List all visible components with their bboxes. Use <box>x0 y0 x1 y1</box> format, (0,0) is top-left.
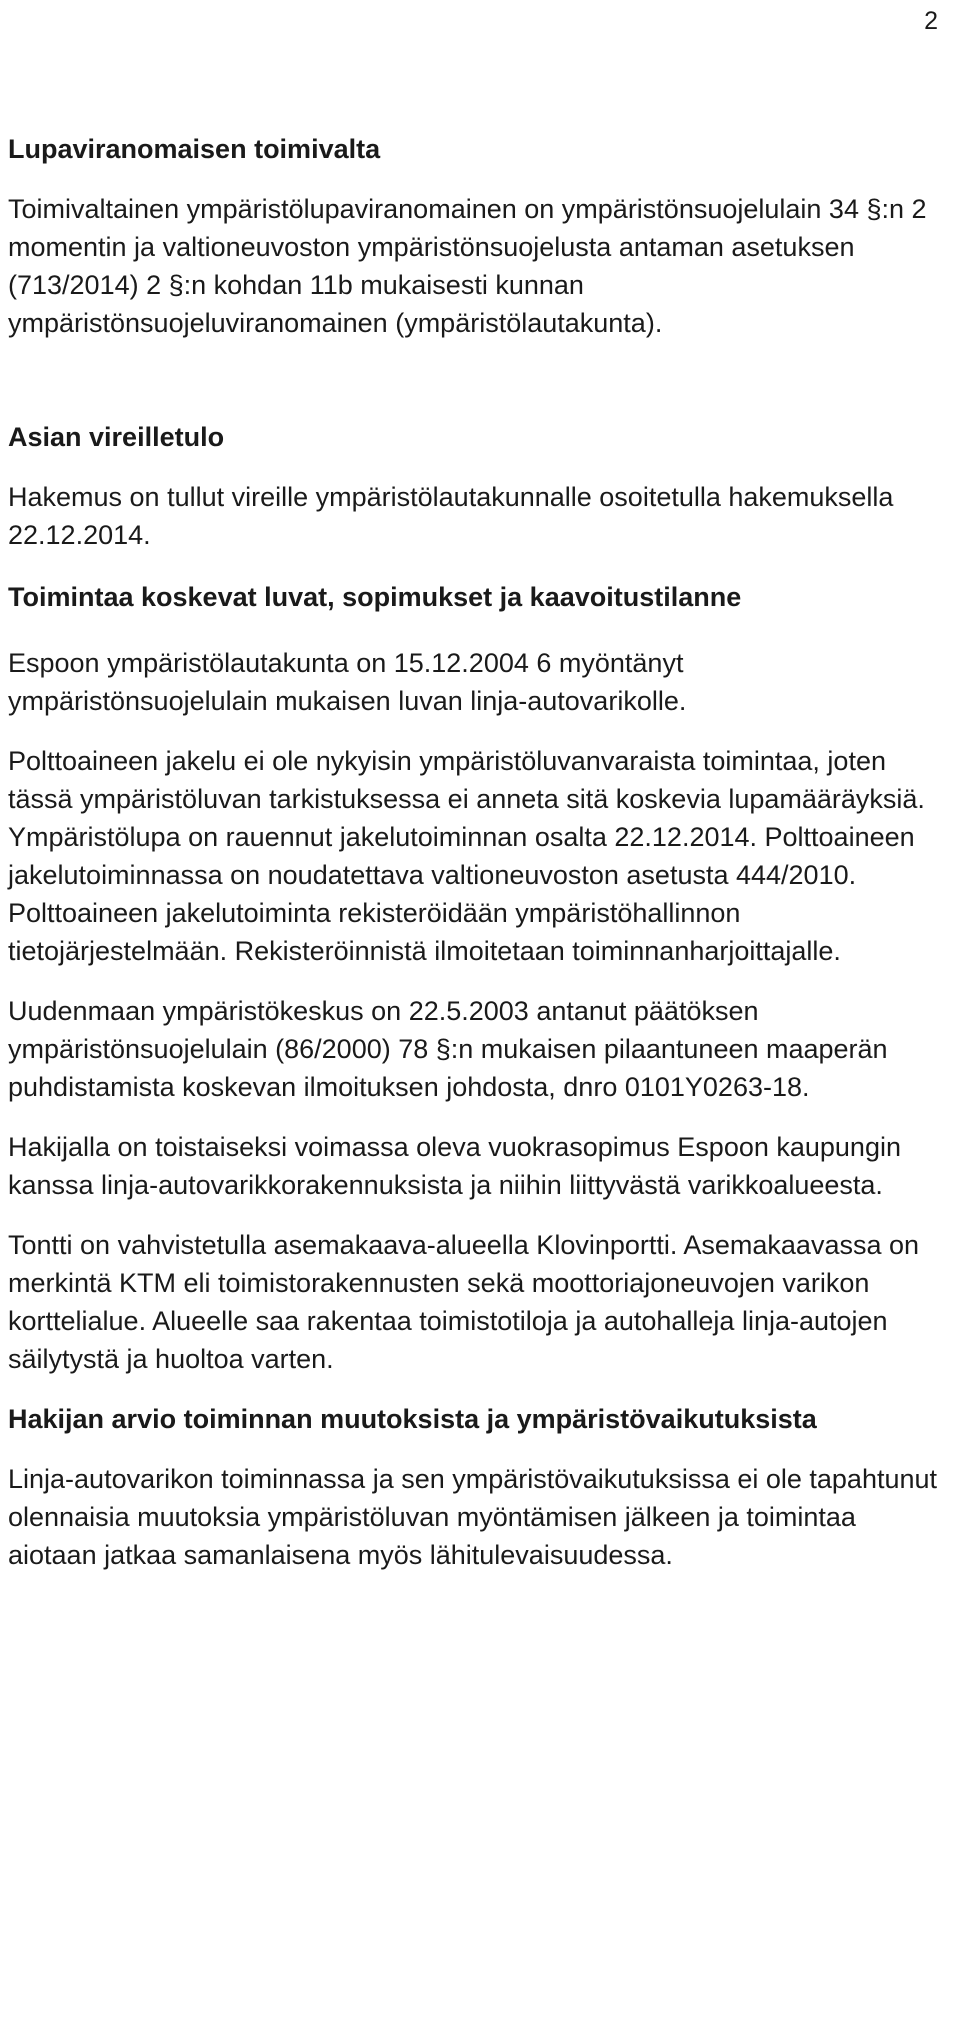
section-heading: Lupaviranomaisen toimivalta <box>8 134 381 164</box>
section-initiation <box>8 418 948 554</box>
paragraph: Espoon ympäristölautakunta on 15.12.2004 6 myöntänyt ympäristönsuojelulain mukaisen luvan linja-autovarikolle. <box>8 648 687 716</box>
document-body <box>8 130 948 1574</box>
page-number: 2 <box>924 7 938 35</box>
paragraph: Toimivaltainen ympäristölupaviranomainen on ympäristönsuojelulain 34 §:n 2 momentin ja valtioneuvoston ympäristönsuojelusta antaman asetuksen (713/2014) 2 §:n kohdan 11b mukaisesti kunnan ympäristönsuojeluviranomainen (ympäristölautakunta). <box>8 194 927 338</box>
paragraph: Hakijalla on toistaiseksi voimassa oleva vuokrasopimus Espoon kaupungin kanssa linja-autovarikkorakennuksista ja niihin liittyvästä varikkoalueesta. <box>8 1132 901 1200</box>
section-permits-agreements <box>8 578 948 1378</box>
paragraph: Polttoaineen jakelu ei ole nykyisin ympäristöluvanvaraista toimintaa, joten tässä ympäristöluvan tarkistuksessa ei anneta sitä koskevia lupamääräyksiä. Ympäristölupa on rauennut jakelutoiminnan osalta 22.12.2014. Polttoaineen jakelutoiminnassa on noudatettava valtioneuvoston asetusta 444/2010. Polttoaineen jakelutoiminta rekisteröidään ympäristöhallinnon tietojärjestelmään. Rekisteröinnistä ilmoitetaan toiminnanharjoittajalle. <box>8 746 925 966</box>
paragraph: Uudenmaan ympäristökeskus on 22.5.2003 antanut päätöksen ympäristönsuojelulain (86/2000) 78 §:n mukaisen pilaantuneen maaperän puhdistamista koskevan ilmoituksen johdosta, dnro 0101Y0263-18. <box>8 996 888 1102</box>
section-authority <box>8 130 948 342</box>
section-heading: Asian vireilletulo <box>8 422 225 452</box>
paragraph: Hakemus on tullut vireille ympäristölautakunnalle osoitetulla hakemuksella 22.12.2014. <box>8 482 894 550</box>
section-heading: Hakijan arvio toiminnan muutoksista ja ympäristövaikutuksista <box>8 1404 817 1434</box>
paragraph: Linja-autovarikon toiminnassa ja sen ympäristövaikutuksissa ei ole tapahtunut olennaisia muutoksia ympäristöluvan myöntämisen jälkeen ja toimintaa aiotaan jatkaa samanlaisena myös lähitulevaisuudessa. <box>8 1464 938 1570</box>
section-applicant-assessment <box>8 1400 948 1574</box>
section-heading: Toimintaa koskevat luvat, sopimukset ja kaavoitustilanne <box>8 582 742 612</box>
paragraph: Tontti on vahvistetulla asemakaava-alueella Klovinportti. Asemakaavassa on merkintä KTM eli toimistorakennusten sekä moottoriajoneuvojen varikon korttelialue. Alueelle saa rakentaa toimistotiloja ja autohalleja linja-autojen säilytystä ja huoltoa varten. <box>8 1230 920 1374</box>
